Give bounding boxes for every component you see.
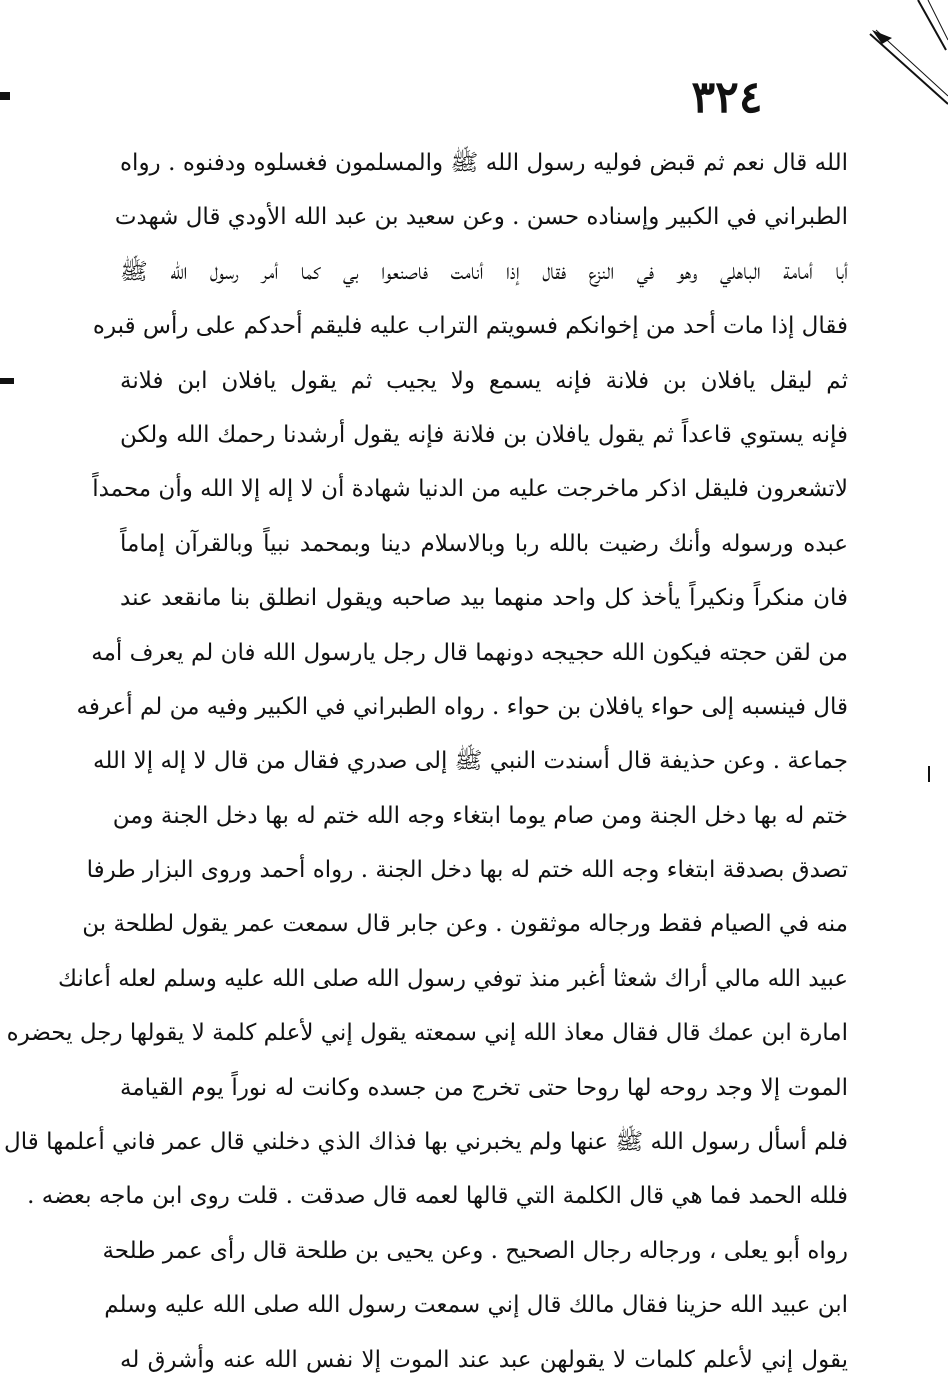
text-line: منه في الصيام فقط ورجاله موثقون . وعن جابر قال سمعت عمر يقول لطلحة بن <box>82 911 848 938</box>
text-line: فقال إذا مات أحد من إخوانكم فسويتم التراب عليه فليقم أحدكم على رأس قبره <box>92 313 848 340</box>
body-text <box>4 136 848 1387</box>
text-line: فلله الحمد فما هي قال الكلمة التي قالها لعمه قال صدقت . قلت روى ابن ماجه بعضه . <box>27 1183 848 1210</box>
text-line: من لقن حجته فيكون الله حجيجه دونهما قال رجل يارسول الله فان لم يعرف أمه <box>91 639 848 666</box>
text-line: فلم أسأل رسول الله ﷺ عنها ولم يخبرني بها فذاك الذي دخلني قال عمر فاني أعلمها قال <box>4 1129 848 1156</box>
scan-edge-mark-middle <box>0 378 14 384</box>
text-line: لاتشعرون فليقل اذكر ماخرجت عليه من الدنيا شهادة أن لا إله إلا الله وأن محمداً <box>92 476 848 503</box>
text-line: عبيد الله مالي أراك شعثا أغبر منذ توفي رسول الله صلى الله عليه وسلم لعله أعانك <box>57 965 848 992</box>
text-line: ابن عبيد الله حزينا فقال مالك قال إني سمعت رسول الله صلى الله عليه وسلم <box>104 1292 848 1319</box>
folded-corner-mark <box>868 0 948 110</box>
text-line: قال فينسبه إلى حواء يافلان بن حواء . رواه الطبراني في الكبير وفيه من لم أعرفه <box>76 693 848 720</box>
scan-edge-mark-top <box>0 92 10 100</box>
text-line: فإنه يستوي قاعداً ثم يقول يافلان بن فلانة فإنه يقول أرشدنا رحمك الله ولكن <box>120 421 848 448</box>
text-line: ختم له بها دخل الجنة ومن صام يوما ابتغاء وجه الله ختم له بها دخل الجنة ومن <box>112 802 848 829</box>
text-line: امارة ابن عمك قال فقال معاذ الله إني سمعته يقول إني لأعلم كلمة لا يقولها رجل يحضره <box>6 1020 848 1047</box>
text-line: أبا أمامة الباهلي وهو في النزع فقال إذا أنامت فاصنعوا بي كما أمر رسول الله ﷺ <box>120 258 848 285</box>
text-line: الموت إلا وجد روحه لها روحا حتى تخرج من جسده وكانت له نوراً يوم القيامة <box>120 1074 848 1101</box>
text-line: عبده ورسوله وأنك رضيت بالله ربا وبالاسلام دينا وبمحمد نبياً وبالقرآن إماماً <box>120 530 848 557</box>
text-line: رواه أبو يعلى ، ورجاله رجال الصحيح . وعن يحيى بن طلحة قال رأى عمر طلحة <box>102 1237 848 1264</box>
text-line: الطبراني في الكبير وإسناده حسن . وعن سعيد بن عبد الله الأودي قال شهدت <box>114 204 848 231</box>
page-number: ٣٢٤ <box>691 72 763 123</box>
scan-edge-mark-right <box>928 766 930 782</box>
text-line: فان منكراً ونكيراً يأخذ كل واحد منهما بيد صاحبه ويقول انطلق بنا مانقعد عند <box>120 585 848 612</box>
text-line: جماعة . وعن حذيفة قال أسندت النبي ﷺ إلى صدري فقال من قال لا إله إلا الله <box>92 748 848 775</box>
text-line: تصدق بصدقة ابتغاء وجه الله ختم له بها دخل الجنة . رواه أحمد وروى البزار طرفا <box>86 857 848 884</box>
text-line: يقول إني لأعلم كلمات لا يقولهن عبد عند الموت إلا نفس الله عنه وأشرق له <box>120 1346 848 1373</box>
text-line: ثم ليقل يافلان بن فلانة فإنه يسمع ولا يجيب ثم يقول يافلان ابن فلانة <box>120 367 848 394</box>
text-line: الله قال نعم ثم قبض فوليه رسول الله ﷺ والمسلمون فغسلوه ودفنوه . رواه <box>120 150 848 176</box>
